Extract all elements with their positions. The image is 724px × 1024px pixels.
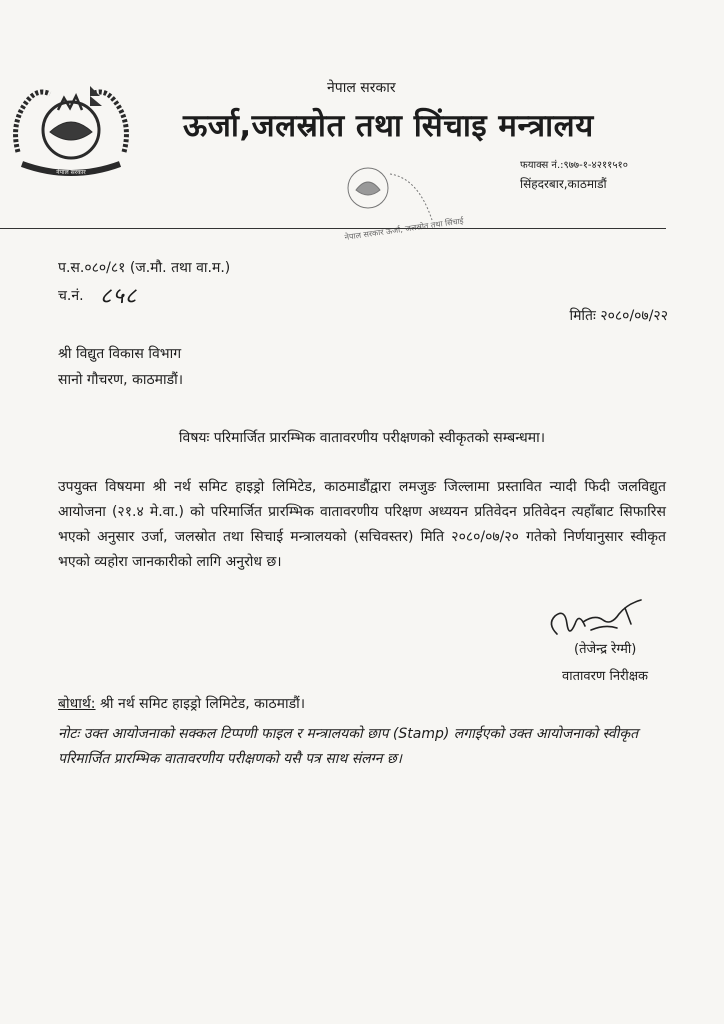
letter-subject: विषयः परिमार्जित प्रारम्भिक वातावरणीय परीक्षणको स्वीकृतको सम्बन्धमा। [178, 430, 546, 446]
cc-label: बोधार्थ: [58, 696, 96, 712]
cc-text: श्री नर्थ समिट हाइड्रो लिमिटेड, काठमाडौं। [95, 696, 306, 712]
dispatch-number: ८५८ [100, 284, 138, 309]
nepal-government-emblem [8, 82, 134, 182]
cc-line [58, 694, 305, 713]
letter-body: उपयुक्त विषयमा श्री नर्थ समिट हाइड्रो लिमिटेड, काठमाडौंद्वारा लमजुङ जिल्लामा प्रस्तावित न्यादी फिदी जलविद्युत आयोजना (२१.४ मे.वा.) को परिमार्जित प्रारम्भिक वातावरणीय परिक्षण अध्ययन प्रतिवेदन प्रतिवेदन त्यहाँबाट सिफारिस भएको अनुसार उर्जा, जलस्रोत तथा सिचाई मन्त्रालयको (सचिवस्तर) मिति २०८०/०७/२० गतेको निर्णयानुसार स्वीकृत भएको व्यहोरा जानकारीको लागि अनुरोध छ। [58, 479, 666, 570]
signatory-name: (तेजेन्द्र रेग्मी) [574, 642, 637, 657]
signatory-title: वातावरण निरीक्षक [562, 669, 649, 684]
recipient-name: श्री विद्युत विकास विभाग [58, 346, 182, 362]
dispatch-label: च.नं. [58, 288, 84, 304]
header-divider [0, 228, 666, 229]
ministry-title: ऊर्जा,जलस्रोत तथा सिंचाइ मन्त्रालय [183, 108, 594, 144]
ministry-stamp [340, 160, 465, 245]
reference-number: प.स.०८०/८१ (ज.मौ. तथा वा.म.) [58, 260, 231, 276]
letter-date: मितिः २०८०/०७/२२ [569, 308, 668, 324]
emblem-text: नेपाल सरकार [56, 169, 86, 176]
note-text: नोटः उक्त आयोजनाको सक्कल टिप्पणी फाइल र मन्त्रालयको छाप (Stamp) लगाईएको उक्त आयोजनाको स्वीकृत परिमार्जित प्रारम्भिक वातावरणीय परीक्षणको यसै पत्र साथ संलग्न छ। [58, 726, 639, 767]
stamp-text: नेपाल सरकार ऊर्जा, जलस्रोत तथा सिंचाई [344, 216, 465, 242]
fax-number: फयाक्स नं.:९७७-१-४२११५१० [520, 160, 628, 171]
recipient-address: सानो गौचरण, काठमाडौं। [58, 372, 184, 388]
office-address: सिंहदरबार,काठमाडौं [520, 177, 607, 191]
government-name: नेपाल सरकार [327, 80, 396, 96]
